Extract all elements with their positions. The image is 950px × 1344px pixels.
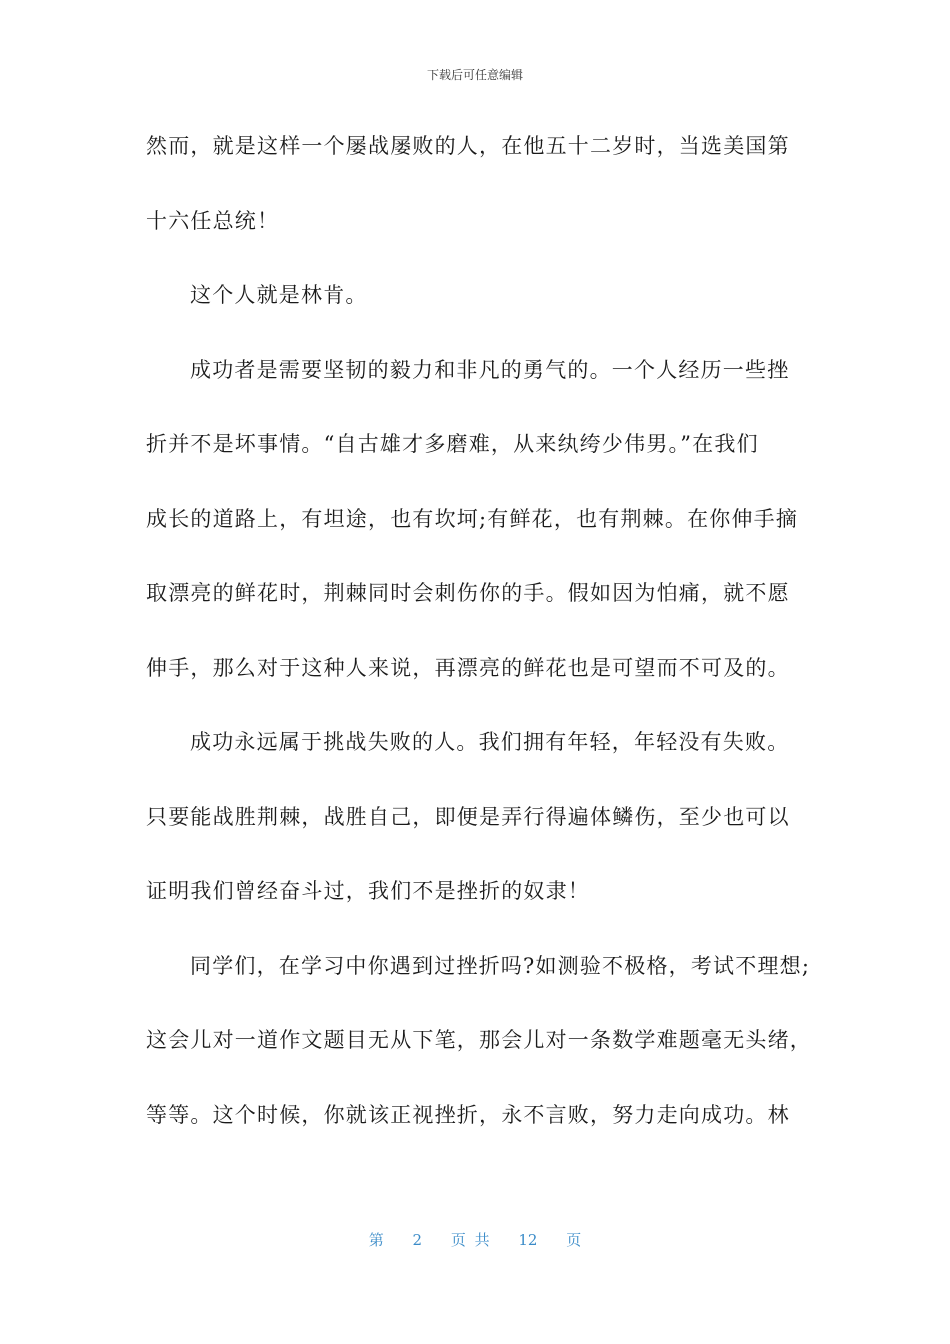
text-line: 成功者是需要坚韧的毅力和非凡的勇气的。一个人经历一些挫 bbox=[190, 357, 790, 382]
text-line: 然而，就是这样一个屡战屡败的人，在他五十二岁时，当选美国第 bbox=[146, 134, 790, 158]
text-line: 折并不是坏事情。“自古雄才多磨难，从来纨绔少伟男。”在我们 bbox=[146, 432, 759, 456]
current-page-number: 2 bbox=[412, 1231, 423, 1249]
text-line: 这会儿对一道作文题目无从下笔，那会儿对一条数学难题毫无头绪， bbox=[146, 1028, 812, 1052]
text-line: 等等。这个时候，你就该正视挫折，永不言败，努力走向成功。林 bbox=[146, 1102, 790, 1127]
text-line: 证明我们曾经奋斗过，我们不是挫折的奴隶！ bbox=[146, 879, 590, 903]
text-line: 取漂亮的鲜花时，荆棘同时会刺伤你的手。假如因为怕痛，就不愿 bbox=[146, 581, 790, 605]
page-header: 下载后可任意编辑 bbox=[426, 68, 523, 82]
page-footer bbox=[0, 1229, 950, 1250]
page-footer-prefix: 第 bbox=[368, 1231, 384, 1249]
text-line: 伸手，那么对于这种人来说，再漂亮的鲜花也是可望而不可及的。 bbox=[146, 655, 790, 680]
page-footer-middle: 页 共 bbox=[450, 1231, 490, 1249]
text-line: 成功永远属于挑战失败的人。我们拥有年轻，年轻没有失败。 bbox=[190, 730, 790, 754]
page-footer-suffix: 页 bbox=[566, 1231, 582, 1249]
text-line: 这个人就是林肯。 bbox=[190, 283, 368, 307]
document-body bbox=[146, 120, 812, 1163]
text-line: 成长的道路上，有坦途，也有坎坷;有鲜花，也有荆棘。在你伸手摘 bbox=[146, 506, 799, 531]
text-line: 只要能战胜荆棘，战胜自己，即便是弄行得遍体鳞伤，至少也可以 bbox=[146, 804, 790, 829]
text-line: 同学们，在学习中你遇到过挫折吗?如测验不极格，考试不理想; bbox=[190, 953, 811, 978]
total-pages-number: 12 bbox=[518, 1231, 538, 1249]
text-line: 十六任总统！ bbox=[146, 208, 280, 233]
